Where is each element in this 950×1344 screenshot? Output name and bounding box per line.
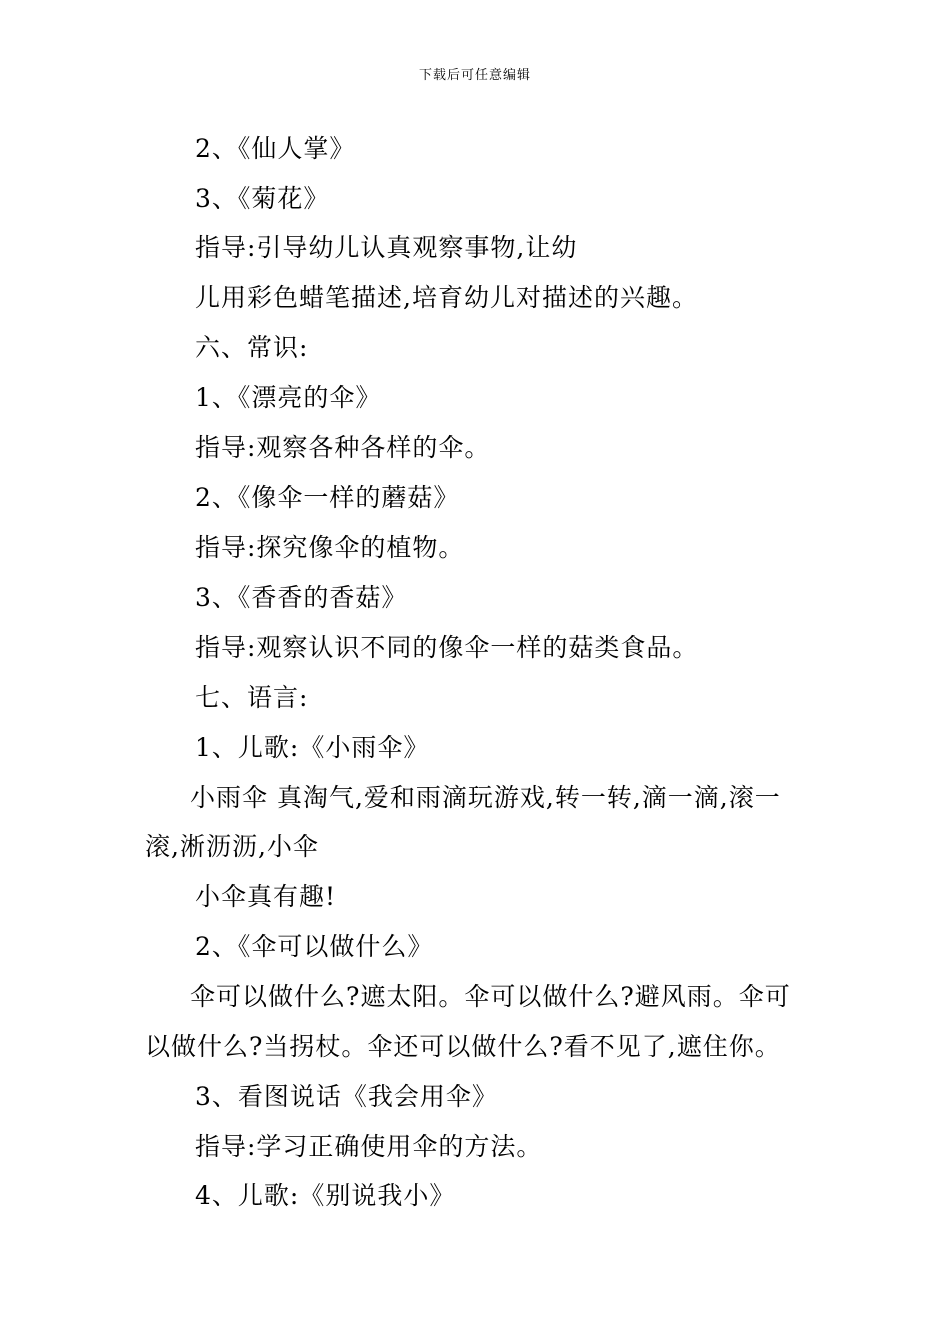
text-line: 小伞真有趣!: [195, 882, 337, 911]
section-heading: 六、常识:: [195, 333, 309, 362]
text-line: 指导:观察各种各样的伞。: [195, 433, 491, 462]
text-line: 儿用彩色蜡笔描述,培育幼儿对描述的兴趣。: [195, 283, 698, 312]
text-line: 2、《像伞一样的蘑菇》: [195, 483, 460, 512]
text-line: 2、《仙人掌》: [195, 134, 356, 163]
text-line: 指导:探究像伞的植物。: [195, 533, 465, 562]
text-line: 4、儿歌:《别说我小》: [195, 1181, 456, 1210]
page-header: 下载后可任意编辑: [418, 68, 531, 83]
section-heading: 七、语言:: [195, 683, 309, 712]
text-line: 滚,淅沥沥,小伞: [145, 832, 319, 861]
text-line: 伞可以做什么?遮太阳。伞可以做什么?避风雨。伞可: [190, 982, 791, 1011]
text-line: 以做什么?当拐杖。伞还可以做什么?看不见了,遮住你。: [145, 1032, 781, 1061]
text-line: 小雨伞 真淘气,爱和雨滴玩游戏,转一转,滴一滴,滚一: [190, 783, 781, 812]
text-line: 指导:学习正确使用伞的方法。: [195, 1132, 543, 1161]
text-line: 1、《漂亮的伞》: [195, 383, 382, 412]
text-line: 指导:引导幼儿认真观察事物,让幼: [195, 233, 578, 262]
text-line: 1、儿歌:《小雨伞》: [195, 733, 430, 762]
text-line: 2、《伞可以做什么》: [195, 932, 434, 961]
text-line: 3、《香香的香菇》: [195, 583, 408, 612]
text-line: 3、看图说话《我会用伞》: [195, 1082, 498, 1111]
text-line: 3、《菊花》: [195, 184, 330, 213]
text-line: 指导:观察认识不同的像伞一样的菇类食品。: [195, 633, 699, 662]
